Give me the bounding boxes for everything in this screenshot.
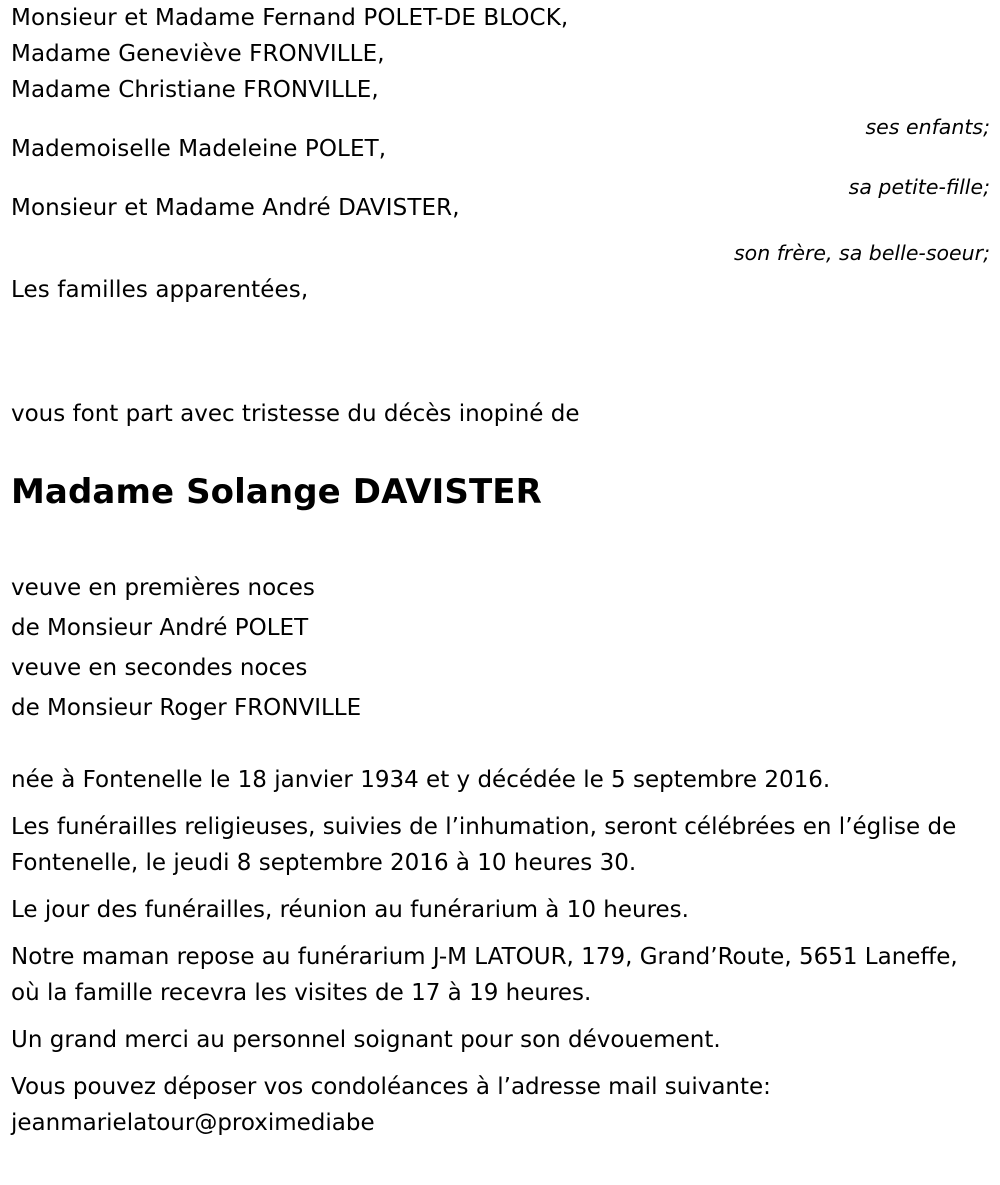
marriage-line: veuve en secondes noces	[11, 655, 308, 681]
condolences-intro: Vous pouvez déposer vos condoléances à l’adresse mail suivante:	[11, 1074, 771, 1100]
relative-line: Madame Christiane FRONVILLE,	[11, 77, 379, 103]
marriage-line: de Monsieur Roger FRONVILLE	[11, 695, 362, 721]
relative-line: Monsieur et Madame André DAVISTER,	[11, 195, 460, 221]
gathering-paragraph: Le jour des funérailles, réunion au funérarium à 10 heures.	[11, 897, 689, 923]
relative-line: Les familles apparentées,	[11, 277, 309, 303]
marriage-line: de Monsieur André POLET	[11, 615, 309, 641]
birth-death-paragraph: née à Fontenelle le 18 janvier 1934 et y décédée le 5 septembre 2016.	[11, 767, 831, 793]
relatives-list	[11, 0, 771, 308]
visitation-paragraph: Notre maman repose au funérarium J-M LATOUR, 179, Grand’Route, 5651 Laneffe, où la famille recevra les visites de 17 à 19 heures.	[11, 944, 958, 1006]
condolences-email: jeanmarielatour@proximediabe	[11, 1110, 375, 1136]
marriage-line: veuve en premières noces	[11, 575, 315, 601]
condolences-paragraph	[11, 1069, 963, 1141]
relative-line: Monsieur et Madame Fernand POLET-DE BLOCK,	[11, 5, 569, 31]
relative-line: Madame Geneviève FRONVILLE,	[11, 41, 385, 67]
relation-label: sa petite-fille;	[848, 175, 990, 199]
deceased-name: Madame Solange DAVISTER	[11, 472, 542, 512]
funeral-paragraph: Les funérailles religieuses, suivies de l’inhumation, seront célébrées en l’église de Fontenelle, le jeudi 8 septembre 2016 à 10 heures 30.	[11, 814, 957, 876]
header-block	[0, 0, 1000, 360]
relation-label: son frère, sa belle-soeur;	[733, 241, 990, 265]
relative-line: Mademoiselle Madeleine POLET,	[11, 136, 387, 162]
relation-label: ses enfants;	[865, 115, 990, 139]
announcement-intro: vous font part avec tristesse du décès inopiné de	[11, 401, 580, 427]
details-block	[11, 762, 963, 1141]
thanks-paragraph: Un grand merci au personnel soignant pour son dévouement.	[11, 1027, 721, 1053]
marriage-block	[11, 568, 811, 728]
